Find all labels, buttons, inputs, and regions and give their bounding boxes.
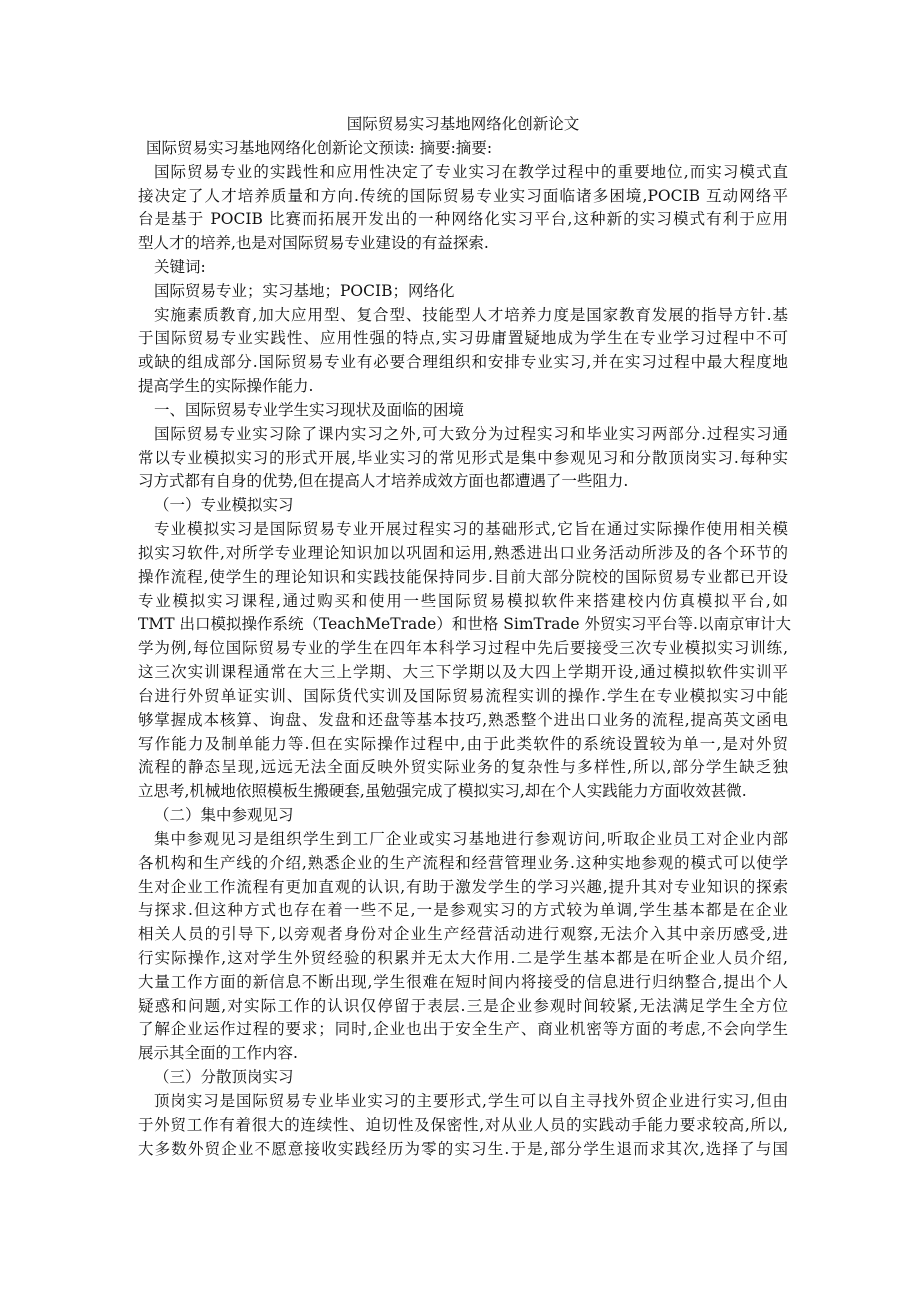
- text-line: 提高学生的实际操作能力.: [138, 377, 314, 396]
- text-line: 专业模拟实习课程,通过购买和使用一些国际贸易模拟软件来搭建校内仿真模拟平台,如: [138, 591, 788, 610]
- text-line: TMT 出口模拟操作系统（TeachMeTrade）和世格 SimTrade 外贸实习平台等.以南京审计大: [138, 615, 791, 634]
- paragraph: [138, 423, 788, 494]
- text-line: 台进行外贸单证实训、国际货代实训及国际贸易流程实训的操作.学生在专业模拟实习中能: [138, 686, 788, 705]
- text-line: 常以专业模拟实习的形式开展,毕业实习的常见形式是集中参观见习和分散顶岗实习.每种实: [138, 448, 788, 467]
- text-line: 国际贸易专业实习除了课内实习之外,可大致分为过程实习和毕业实习两部分.过程实习通: [154, 424, 788, 443]
- text-line: 写作能力及制单能力等.但在实际操作过程中,由于此类软件的系统设置较为单一,是对外贸: [138, 734, 788, 753]
- abstract-heading: [138, 137, 788, 161]
- paragraph: [138, 804, 788, 828]
- paragraph: [138, 828, 788, 1066]
- paragraph: [138, 1066, 788, 1090]
- text-line: 生对企业工作流程有更加直观的认识,有助于激发学生的学习兴趣,提升其对专业知识的探索: [138, 877, 788, 896]
- paragraph: [138, 518, 791, 804]
- text-line: 国际贸易专业的实践性和应用性决定了专业实习在教学过程中的重要地位,而实习模式直: [154, 162, 788, 181]
- text-line: （二）集中参观见习: [154, 806, 294, 825]
- text-line: 立思考,机械地依照模板生搬硬套,虽勉强完成了模拟实习,却在个人实践能力方面收效甚微.: [138, 782, 747, 801]
- text-line: 关键词:: [154, 257, 206, 276]
- text-line: 行实际操作,这对学生外贸经验的积累并无太大作用.二是学生基本都是在听企业人员介绍,: [138, 949, 788, 967]
- text-line: 这三次实训课程通常在大三上学期、大三下学期以及大四上学期开设,通过模拟软件实训平: [138, 663, 788, 682]
- paragraph: [138, 1090, 788, 1161]
- text-line: 大量工作方面的新信息不断出现,学生很难在短时间内将接受的信息进行归纳整合,提出个人: [138, 972, 788, 991]
- paragraph: [138, 494, 788, 518]
- text-line: 实施素质教育,加大应用型、复合型、技能型人才培养力度是国家教育发展的指导方针.基: [154, 305, 788, 324]
- paragraph: [138, 161, 788, 256]
- paragraph: [138, 304, 788, 399]
- text-line: 大多数外贸企业不愿意接收实践经历为零的实习生.于是,部分学生退而求其次,选择了与国: [138, 1139, 788, 1158]
- text-line: 专业模拟实习是国际贸易专业开展过程实习的基础形式,它旨在通过实际操作使用相关模: [154, 520, 788, 539]
- text-line: 于外贸工作有着很大的连续性、迫切性及保密性,对从业人员的实践动手能力要求较高,所以,: [138, 1115, 788, 1134]
- text-line: 接决定了人才培养质量和方向.传统的国际贸易专业实习面临诸多困境,POCIB 互动网络平: [138, 186, 788, 205]
- text-line: 国际贸易专业；实习基地；POCIB；网络化: [154, 281, 455, 300]
- text-line: 操作流程,使学生的理论知识和实践技能保持同步.目前大部分院校的国际贸易专业都已开设: [138, 567, 788, 586]
- text-line: 国际贸易实习基地网络化创新论文预读: 摘要:摘要:: [146, 138, 493, 157]
- text-line: （一）专业模拟实习: [154, 496, 294, 515]
- text-line: 顶岗实习是国际贸易专业毕业实习的主要形式,学生可以自主寻找外贸企业进行实习,但由: [154, 1091, 788, 1110]
- text-line: 展示其全面的工作内容.: [138, 1044, 298, 1063]
- text-line: 与探求.但这种方式也存在着一些不足,一是参观实习的方式较为单调,学生基本都是在企业: [138, 901, 788, 920]
- text-line: 于国际贸易专业实践性、应用性强的特点,实习毋庸置疑地成为学生在专业学习过程中不可: [138, 329, 788, 348]
- text-line: 流程的静态呈现,远远无法全面反映外贸实际业务的复杂性与多样性,所以,部分学生缺乏独: [138, 758, 788, 777]
- text-line: 集中参观见习是组织学生到工厂企业或实习基地进行参观访问,听取企业员工对企业内部: [154, 829, 788, 848]
- document-title: 国际贸易实习基地网络化创新论文: [346, 115, 580, 133]
- text-line: 了解企业运作过程的要求；同时,企业也出于安全生产、商业机密等方面的考虑,不会向学生: [138, 1020, 788, 1039]
- text-line: （三）分散顶岗实习: [154, 1068, 294, 1087]
- text-line: 一、国际贸易专业学生实习现状及面临的困境: [154, 400, 465, 419]
- text-line: 或缺的组成部分.国际贸易专业有必要合理组织和安排专业实习,并在实习过程中最大程度地: [138, 353, 788, 372]
- paragraph: [138, 280, 788, 304]
- text-line: 各机构和生产线的介绍,熟悉企业的生产流程和经营管理业务.这种实地参观的模式可以使学: [138, 853, 788, 872]
- document-page: [138, 113, 791, 1161]
- text-line: 相关人员的引导下,以旁观者身份对企业生产经营活动进行观察,无法介入其中亲历感受,进: [138, 925, 788, 944]
- text-line: 疑惑和问题,对实际工作的认识仅停留于表层.三是企业参观时间较紧,无法满足学生全方位: [138, 996, 788, 1015]
- text-line: 型人才的培养,也是对国际贸易专业建设的有益探索.: [138, 234, 489, 253]
- text-line: 习方式都有自身的优势,但在提高人才培养成效方面也都遭遇了一些阻力.: [138, 472, 629, 491]
- text-line: 学为例,每位国际贸易专业的学生在四年本科学习过程中先后要接受三次专业模拟实习训练,: [138, 639, 788, 658]
- paragraph: [138, 256, 788, 280]
- document-body: [138, 137, 791, 1162]
- text-line: 拟实习软件,对所学专业理论知识加以巩固和运用,熟悉进出口业务活动所涉及的各个环节的: [138, 543, 788, 562]
- text-line: 台是基于 POCIB 比赛而拓展开发出的一种网络化实习平台,这种新的实习模式有利于应用: [138, 210, 788, 229]
- text-line: 够掌握成本核算、询盘、发盘和还盘等基本技巧,熟悉整个进出口业务的流程,提高英文函电: [138, 710, 788, 729]
- paragraph: [138, 399, 788, 423]
